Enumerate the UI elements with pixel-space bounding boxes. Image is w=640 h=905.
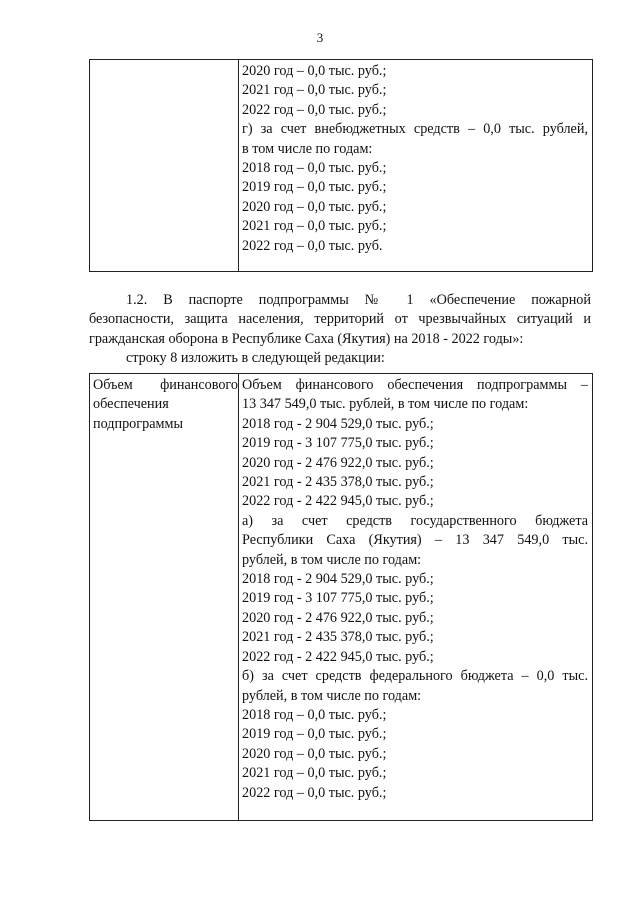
- text-line: 2022 год - 2 422 945,0 тыс. руб.;: [242, 648, 434, 665]
- text-line: подпрограммы: [93, 415, 183, 432]
- text-line: 2021 год - 2 435 378,0 тыс. руб.;: [242, 474, 434, 491]
- text-line: 2020 год - 2 476 922,0 тыс. руб.;: [242, 454, 434, 471]
- text-line: Объем финансового обеспечения подпрограммы –: [242, 377, 588, 393]
- text-line: 2022 год – 0,0 тыс. руб.;: [242, 784, 387, 801]
- table-row: [90, 374, 593, 821]
- text-line: б) за счет средств федерального бюджета – 0,0 тыс.: [242, 668, 588, 685]
- table-cell-right: [239, 374, 593, 821]
- text-line: рублей, в том числе по годам:: [242, 551, 422, 568]
- table-cell-right: [239, 60, 593, 272]
- table-cell-left: [90, 60, 239, 272]
- paragraph-line: безопасности, защита населения, территорий от чрезвычайных ситуаций и: [89, 311, 591, 328]
- text-line: 2021 год – 0,0 тыс. руб.;: [242, 218, 387, 235]
- paragraph-line: 1.2. В паспорте подпрограммы № 1 «Обеспечение пожарной: [126, 292, 591, 308]
- text-line: Республики Саха (Якутия) – 13 347 549,0 тыс.: [242, 532, 588, 549]
- text-line: 13 347 549,0 тыс. рублей, в том числе по годам:: [242, 396, 529, 413]
- amendment-paragraph: [89, 291, 591, 349]
- text-line: 2019 год - 3 107 775,0 тыс. руб.;: [242, 435, 434, 452]
- text-line: 2020 год – 0,0 тыс. руб.;: [242, 745, 387, 762]
- text-line: 2020 год – 0,0 тыс. руб.;: [242, 63, 387, 79]
- text-line: а) за счет средств государственного бюджета: [242, 512, 588, 529]
- text-line: 2020 год – 0,0 тыс. руб.;: [242, 198, 387, 215]
- row-label: [90, 374, 238, 434]
- continued-financing-table: [89, 59, 593, 272]
- subprogram-financing-table: [89, 373, 593, 821]
- text-line: 2021 год - 2 435 378,0 тыс. руб.;: [242, 629, 434, 646]
- text-line: в том числе по годам:: [242, 140, 373, 157]
- text-line: 2018 год - 2 904 529,0 тыс. руб.;: [242, 415, 434, 432]
- table-row: [90, 60, 593, 272]
- paragraph-line: гражданская оборона в Республике Саха (Якутия) на 2018 - 2022 годы»:: [89, 330, 524, 347]
- text-line: 2020 год - 2 476 922,0 тыс. руб.;: [242, 609, 434, 626]
- text-line: 2018 год - 2 904 529,0 тыс. руб.;: [242, 571, 434, 588]
- instruction-text: строку 8 изложить в следующей редакции:: [126, 350, 385, 366]
- table-cell-left-text: [90, 60, 238, 62]
- table-cell-left: [90, 374, 239, 821]
- text-line: 2022 год – 0,0 тыс. руб.: [242, 237, 383, 254]
- text-line: Объем финансового: [93, 377, 238, 393]
- text-line: 2018 год – 0,0 тыс. руб.;: [242, 706, 387, 723]
- text-line: 2021 год – 0,0 тыс. руб.;: [242, 82, 387, 99]
- text-line: 2022 год - 2 422 945,0 тыс. руб.;: [242, 493, 434, 510]
- text-line: 2021 год – 0,0 тыс. руб.;: [242, 765, 387, 782]
- text-line: 2018 год – 0,0 тыс. руб.;: [242, 160, 387, 177]
- text-line: рублей, в том числе по годам:: [242, 687, 422, 704]
- text-line: обеспечения: [93, 396, 169, 413]
- text-line: 2019 год - 3 107 775,0 тыс. руб.;: [242, 590, 434, 607]
- financing-lines: [239, 374, 592, 803]
- financing-lines: [239, 60, 592, 256]
- text-line: 2019 год – 0,0 тыс. руб.;: [242, 726, 387, 743]
- page-number: 3: [316, 30, 324, 45]
- text-line: г) за счет внебюджетных средств – 0,0 тыс. рублей,: [242, 121, 588, 138]
- text-line: 2022 год – 0,0 тыс. руб.;: [242, 101, 387, 118]
- text-line: 2019 год – 0,0 тыс. руб.;: [242, 179, 387, 196]
